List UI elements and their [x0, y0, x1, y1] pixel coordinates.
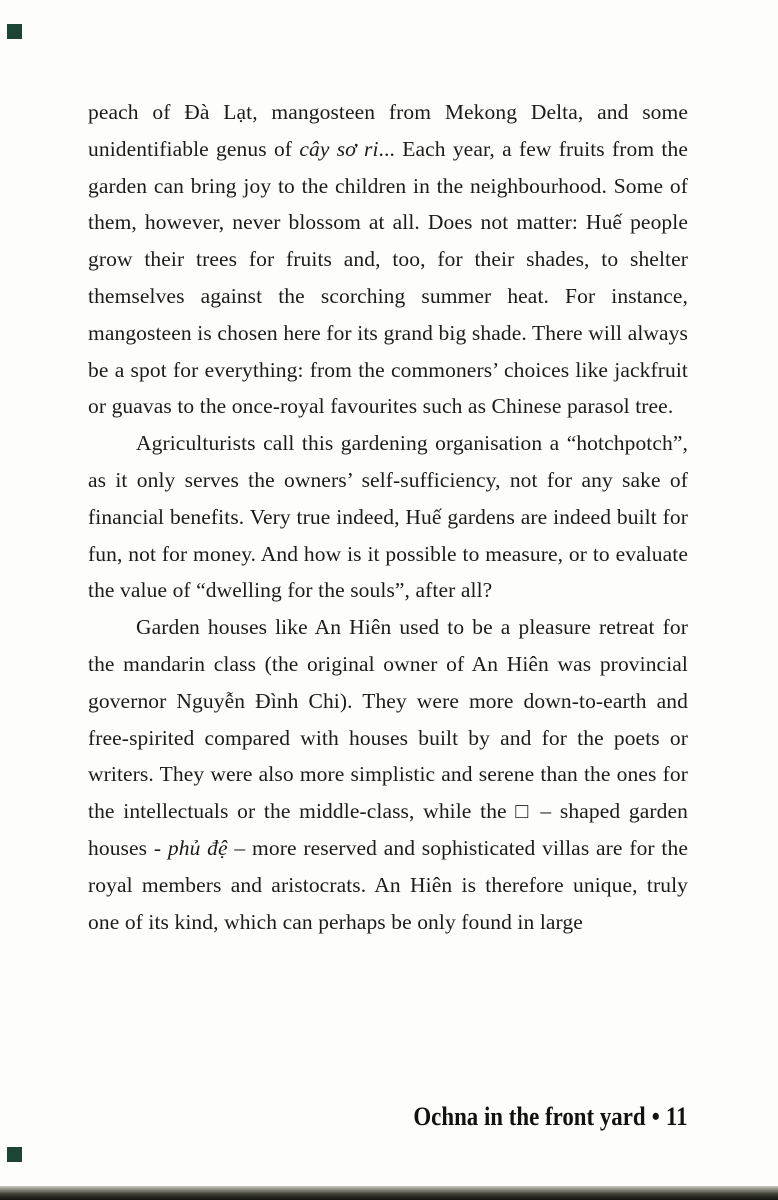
paragraph-2 — [88, 425, 688, 609]
text-run-italic: phủ đệ — [167, 835, 228, 860]
corner-mark-bottom-icon — [7, 1147, 22, 1162]
corner-mark-top-icon — [7, 24, 22, 39]
page-number: 11 — [666, 1102, 688, 1131]
page-bottom-edge — [0, 1186, 778, 1200]
text-run-italic: cây sơ ri — [299, 136, 379, 161]
text-run: – more reserved and sophisticated villas are for the royal members and aristocrats. An Hiên is therefore unique, truly one of its kind, which can perhaps be only found in large — [88, 835, 688, 934]
paragraph-1 — [88, 94, 688, 425]
text-run: Garden houses like An Hiên used to be a pleasure retreat for the mandarin class (the original owner of An Hiên was provincial governor Nguyễn Đình Chi). They were more down-to-earth and free-spirited compared with houses built by and for the poets or writers. They were also more simplistic and serene than the ones for the intellectuals or the middle-class, while the □ – shaped garden houses - — [88, 615, 688, 860]
paragraph-3 — [88, 609, 688, 940]
footer-bullet: • — [652, 1102, 661, 1131]
text-run: ... Each year, a few fruits from the garden can bring joy to the children in the neighbourhood. Some of them, however, never blossom at all. Does not matter: Huế people grow their trees for fruits and, too, for their shades, to shelter themselves against the scorching summer heat. For instance, mangosteen is chosen here for its grand big shade. There will always be a spot for everything: from the commoners’ choices like jackfruit or guavas to the once-royal favourites such as Chinese parasol tree. — [88, 136, 689, 419]
running-title: Ochna in the front yard — [413, 1102, 647, 1131]
running-footer — [414, 1102, 688, 1132]
text-run: Agriculturists call this gardening organisation a “hotchpotch”, as it only serves the owners’ self-sufficiency, not for any sake of financial benefits. Very true indeed, Huế gardens are indeed built for fun, not for money. And how is it possible to measure, or to evaluate the value of “dwelling for the souls”, after all? — [88, 431, 688, 603]
body-text — [88, 94, 688, 940]
text-run: peach of Đà Lạt, mangosteen from Mekong Delta, and some unidentifiable genus of — [88, 100, 688, 161]
